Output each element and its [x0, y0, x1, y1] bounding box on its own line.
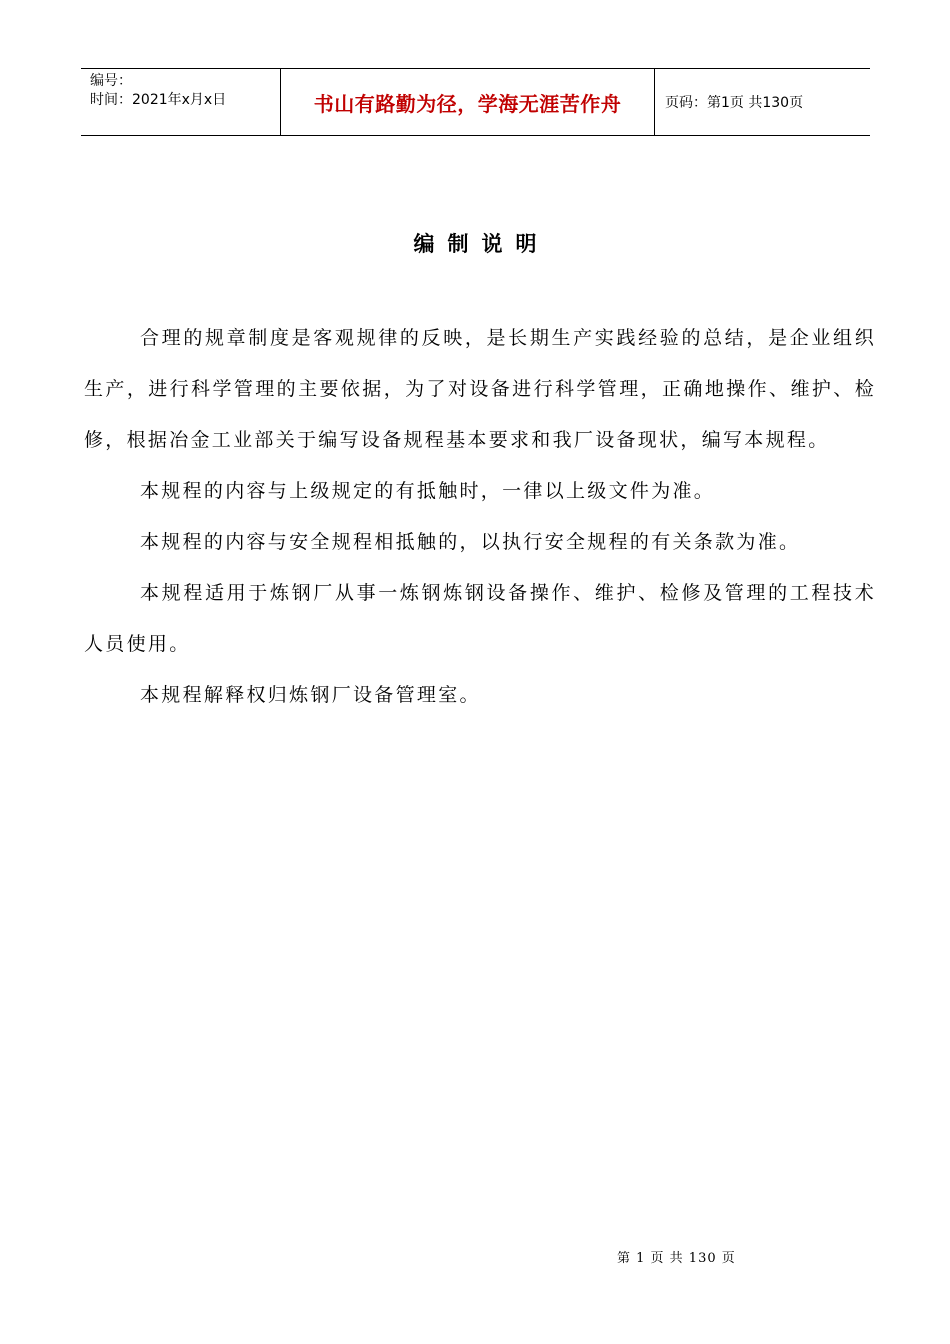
document-body	[84, 313, 876, 721]
paragraph: 本规程适用于炼钢厂从事一炼钢炼钢设备操作、维护、检修及管理的工程技术人员使用。	[84, 582, 876, 655]
page-info-text: 页码：第1页 共130页	[665, 95, 804, 111]
header-meta-cell	[81, 69, 281, 135]
page-footer: 第 1 页 共 130 页	[617, 1251, 736, 1266]
motto-cell	[281, 69, 655, 135]
page-info-cell	[655, 69, 870, 135]
motto-text: 书山有路勤为径，学海无涯苦作舟	[313, 91, 622, 116]
paragraph: 合理的规章制度是客观规律的反映，是长期生产实践经验的总结，是企业组织生产，进行科学管理的主要依据，为了对设备进行科学管理，正确地操作、维护、检修，根据冶金工业部关于编写设备规程基本要求和我厂设备现状，编写本规程。	[84, 327, 876, 451]
date-label: 时间：2021年x月x日	[90, 92, 227, 108]
page-title: 编制说明	[413, 232, 550, 256]
paragraph: 本规程的内容与上级规定的有抵触时，一律以上级文件为准。	[140, 480, 716, 502]
number-label: 编号：	[90, 73, 132, 89]
paragraph: 本规程的内容与安全规程相抵触的，以执行安全规程的有关条款为准。	[140, 531, 801, 553]
paragraph: 本规程解释权归炼钢厂设备管理室。	[140, 684, 481, 706]
document-header	[81, 68, 870, 136]
